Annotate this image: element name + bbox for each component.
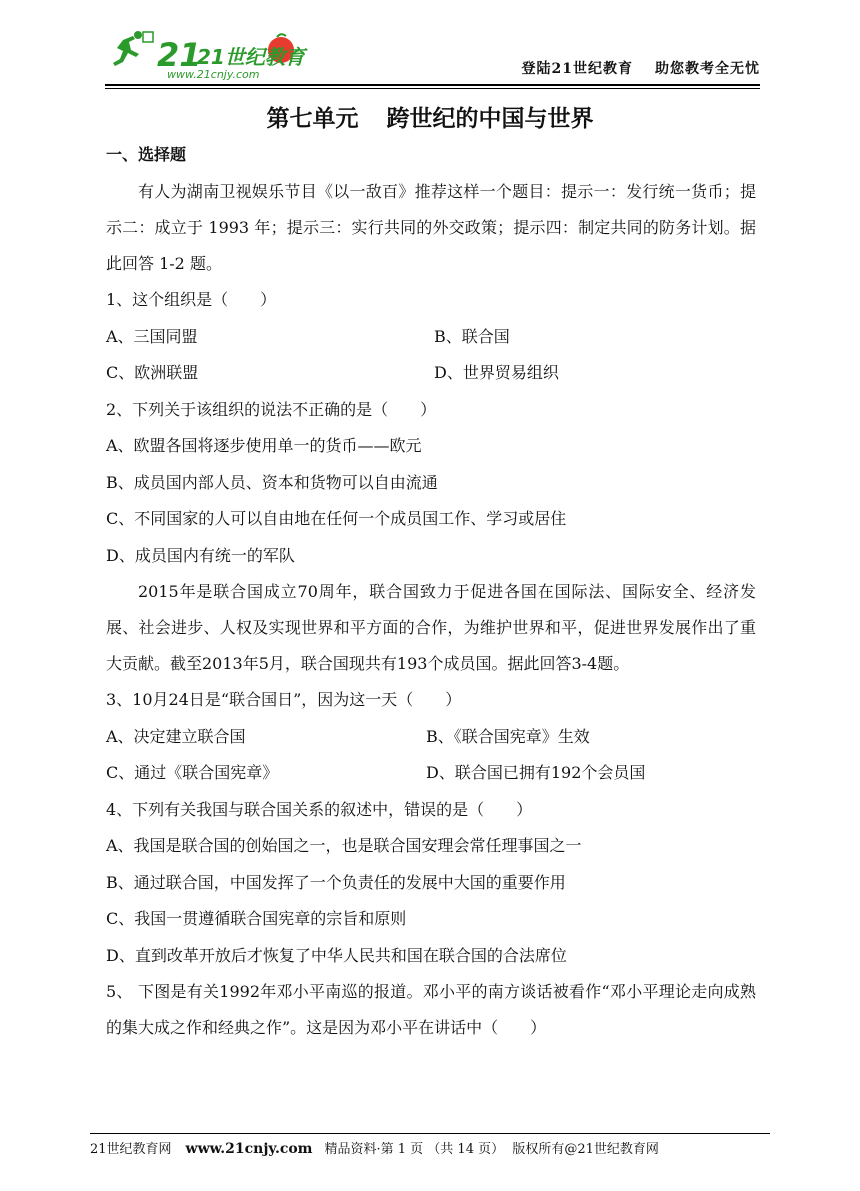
- option: A、我国是联合国的创始国之一，也是联合国安理会常任理事国之一: [106, 836, 582, 855]
- logo-text: 21世纪教育: [197, 45, 305, 69]
- logo-url: www.21cnjy.com: [167, 68, 260, 81]
- option: D、世界贸易组织: [434, 363, 559, 382]
- option: B、通过联合国，中国发挥了一个负责任的发展中大国的重要作用: [106, 872, 566, 892]
- question-4-stem: 4、下列有关我国与联合国关系的叙述中，错误的是（ ）: [106, 799, 533, 819]
- page-footer: [90, 1133, 770, 1157]
- svg-text:21: 21: [157, 36, 202, 74]
- option: D、直到改革开放后才恢复了中华人民共和国在联合国的合法席位: [106, 945, 567, 965]
- page-title: [0, 100, 860, 133]
- option: D、联合国已拥有192个会员国: [426, 763, 646, 782]
- question-1-stem: 1、这个组织是（ ）: [106, 290, 277, 309]
- question-3-stem: 3、10月24日是“联合国日”，因为这一天（ ）: [106, 690, 462, 709]
- option: A、欧盟各国将逐步使用单一的货币——欧元: [106, 436, 422, 455]
- question-1-options-row2: [106, 355, 756, 392]
- header-rule-thick: [105, 84, 760, 86]
- question-3-options-row2: [106, 755, 756, 792]
- title-unit: 第七单元: [266, 106, 359, 132]
- question-1-options-row1: [106, 319, 756, 356]
- footer-copyright: 版权所有@21世纪教育网: [512, 1142, 659, 1157]
- document-body: [106, 142, 756, 1046]
- option: C、我国一贯遵循联合国宪章的宗旨和原则: [106, 909, 407, 928]
- option: C、通过《联合国宪章》: [106, 763, 279, 782]
- option: C、欧洲联盟: [106, 363, 199, 382]
- footer-url[interactable]: www.21cnjy.com: [185, 1141, 313, 1157]
- option: A、三国同盟: [106, 326, 198, 346]
- title-topic: 跨世纪的中国与世界: [386, 106, 594, 132]
- option: B、《联合国宪章》生效: [426, 726, 590, 746]
- site-logo: [105, 30, 315, 82]
- option: B、成员国内部人员、资本和货物可以自由流通: [106, 472, 438, 492]
- option: B、联合国: [434, 326, 510, 346]
- header-slogan: [500, 58, 760, 78]
- option: D、成员国内有统一的军队: [106, 545, 295, 565]
- footer-page-info: 精品资料·第 1 页 （共 14 页）: [324, 1142, 505, 1157]
- question-5-stem: 5、 下图是有关1992年邓小平南巡的报道。邓小平的南方谈话被看作“邓小平理论走向成熟的集大成之作和经典之作”。这是因为邓小平在讲话中（ ）: [106, 982, 756, 1037]
- question-2-stem: 2、下列关于该组织的说法不正确的是（ ）: [106, 399, 437, 419]
- section-heading: 一、选择题: [106, 145, 187, 164]
- slogan-2: 助您教考全无忧: [655, 61, 760, 77]
- header-rule-thin: [105, 88, 760, 89]
- slogan-1: 登陆21世纪教育: [521, 61, 633, 77]
- question-3-options-row1: [106, 719, 756, 756]
- option: A、决定建立联合国: [106, 726, 246, 746]
- footer-site: 21世纪教育网: [90, 1142, 172, 1157]
- page-header: [105, 30, 760, 84]
- option: C、不同国家的人可以自由地在任何一个成员国工作、学习或居住: [106, 509, 567, 528]
- intro-paragraph-1: 有人为湖南卫视娱乐节目《以一敌百》推荐这样一个题目：提示一：发行统一货币；提示二：成立于 1993 年；提示三：实行共同的外交政策；提示四：制定共同的防务计划。据此回答 1-2 题。: [106, 182, 756, 273]
- intro-paragraph-2: 2015年是联合国成立70周年，联合国致力于促进各国在国际法、国际安全、经济发展、社会进步、人权及实现世界和平方面的合作，为维护世界和平，促进世界发展作出了重大贡献。截至2013年5月，联合国现共有193个成员国。据此回答3-4题。: [106, 582, 756, 673]
